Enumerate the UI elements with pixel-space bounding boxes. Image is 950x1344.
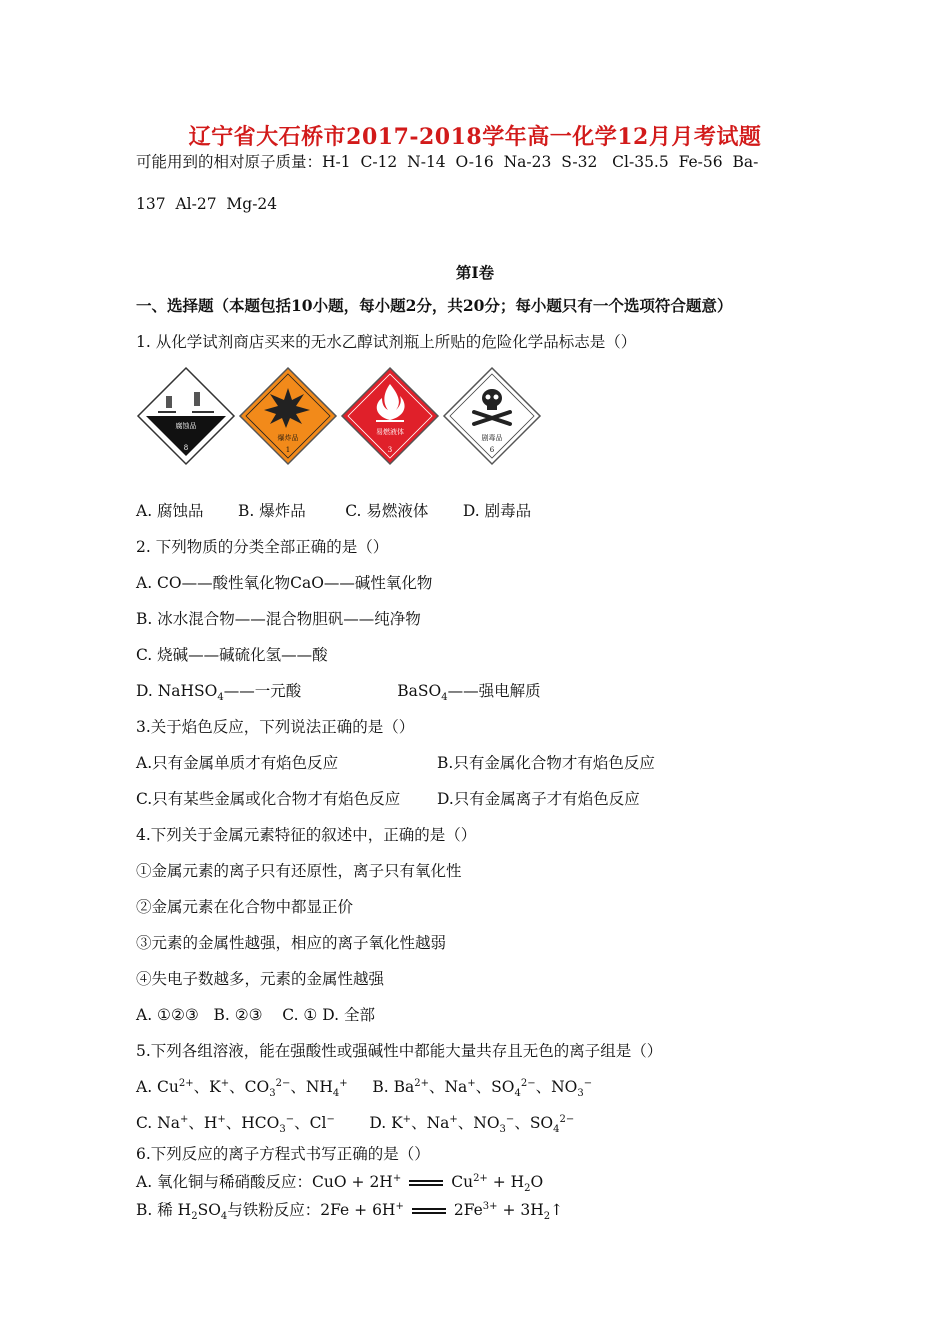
explosive-sign-icon xyxy=(238,366,338,466)
question-5-stem: 5.下列各组溶液，能在强酸性或强碱性中都能大量共存且无色的离子组是（） xyxy=(136,1042,663,1060)
question-3-stem: 3.关于焰色反应，下列说法正确的是（） xyxy=(136,718,415,736)
question-2-option-c: C. 烧碱——碱硫化氢——酸 xyxy=(136,646,328,664)
question-3-option-b: B.只有金属化合物才有焰色反应 xyxy=(437,754,655,772)
question-2-option-d: D. NaHSO$_4$——一元酸 BaSO$_4$——强电解质 xyxy=(136,682,541,704)
toxic-sign-label: 剧毒品 xyxy=(481,434,503,442)
question-5-options-cd: C. Na+、H+、$HCO_3^-$、Cl− D. K+、Na+、$NO_3^-$、$SO_4^{2-}$ xyxy=(136,1113,575,1136)
question-4-statement-4: ④失电子数越多，元素的金属性越强 xyxy=(136,970,385,988)
volume-heading: 第I卷 xyxy=(455,263,495,282)
section-heading: 一、选择题（本题包括10小题，每小题2分，共20分；每小题只有一个选项符合题意） xyxy=(136,296,733,315)
corrosive-sign-label: 腐蚀品 xyxy=(175,422,197,430)
explosive-sign-label: 爆炸品 xyxy=(277,434,299,442)
exam-title: 辽宁省大石桥市2017-2018学年高一化学12月月考试题 xyxy=(188,124,762,150)
question-5-options-ab: A. $Cu^{2+}$、K+、$CO_3^{2-}$、$NH_4^+$ B. $Ba^{2+}$、Na+、$SO_4^{2-}$、$NO_3^-$ xyxy=(136,1077,593,1100)
question-3-option-d: D.只有金属离子才有焰色反应 xyxy=(437,790,640,808)
question-1-stem: 1. 从化学试剂商店买来的无水乙醇试剂瓶上所贴的危险化学品标志是（） xyxy=(136,333,637,351)
flammable-sign-label: 易燃液体 xyxy=(376,428,404,436)
question-4-statement-1: ①金属元素的离子只有还原性，离子只有氧化性 xyxy=(136,862,462,880)
toxic-sign-icon xyxy=(442,366,542,466)
corrosive-sign-icon xyxy=(136,366,236,466)
question-6-option-b: B. 稀 $H_2SO_4$与铁粉反应：2Fe + 6H+ $2Fe^{3+}$ + $3H_2↑$ xyxy=(136,1200,564,1223)
question-3-option-c: C.只有某些金属或化合物才有焰色反应 xyxy=(136,790,401,808)
question-2-option-b: B. 冰水混合物——混合物胆矾——纯净物 xyxy=(136,610,421,628)
flammable-liquid-sign-icon xyxy=(340,366,440,466)
question-4-options: A. ①②③ B. ②③ C. ① D. 全部 xyxy=(136,1006,375,1024)
atomic-mass-line-2: 137 Al-27 Mg-24 xyxy=(136,195,278,213)
question-6-option-a: A. 氧化铜与稀硝酸反应：CuO + 2H+ $Cu^{2+} + H_2O$ xyxy=(136,1172,544,1195)
question-3-option-a: A.只有金属单质才有焰色反应 xyxy=(136,754,339,772)
explosive-sign-number: 1 xyxy=(285,446,291,454)
question-4-statement-3: ③元素的金属性越强，相应的离子氧化性越弱 xyxy=(136,934,447,952)
question-4-stem: 4.下列关于金属元素特征的叙述中，正确的是（） xyxy=(136,826,477,844)
atomic-mass-line-1: 可能用到的相对原子质量：H-1 C-12 N-14 O-16 Na-23 S-32 Cl-35.5 Fe-56 Ba- xyxy=(136,153,759,171)
toxic-sign-number: 6 xyxy=(489,446,495,454)
hazard-signs xyxy=(136,366,546,466)
flammable-sign-number: 3 xyxy=(387,446,393,454)
question-2-stem: 2. 下列物质的分类全部正确的是（） xyxy=(136,538,389,556)
question-4-statement-2: ②金属元素在化合物中都显正价 xyxy=(136,898,354,916)
question-6-stem: 6.下列反应的离子方程式书写正确的是（） xyxy=(136,1145,430,1163)
question-2-option-a: A. CO——酸性氧化物CaO——碱性氧化物 xyxy=(136,574,433,592)
corrosive-sign-number: 8 xyxy=(183,444,189,452)
question-1-options: A. 腐蚀品 B. 爆炸品 C. 易燃液体 D. 剧毒品 xyxy=(136,502,532,520)
